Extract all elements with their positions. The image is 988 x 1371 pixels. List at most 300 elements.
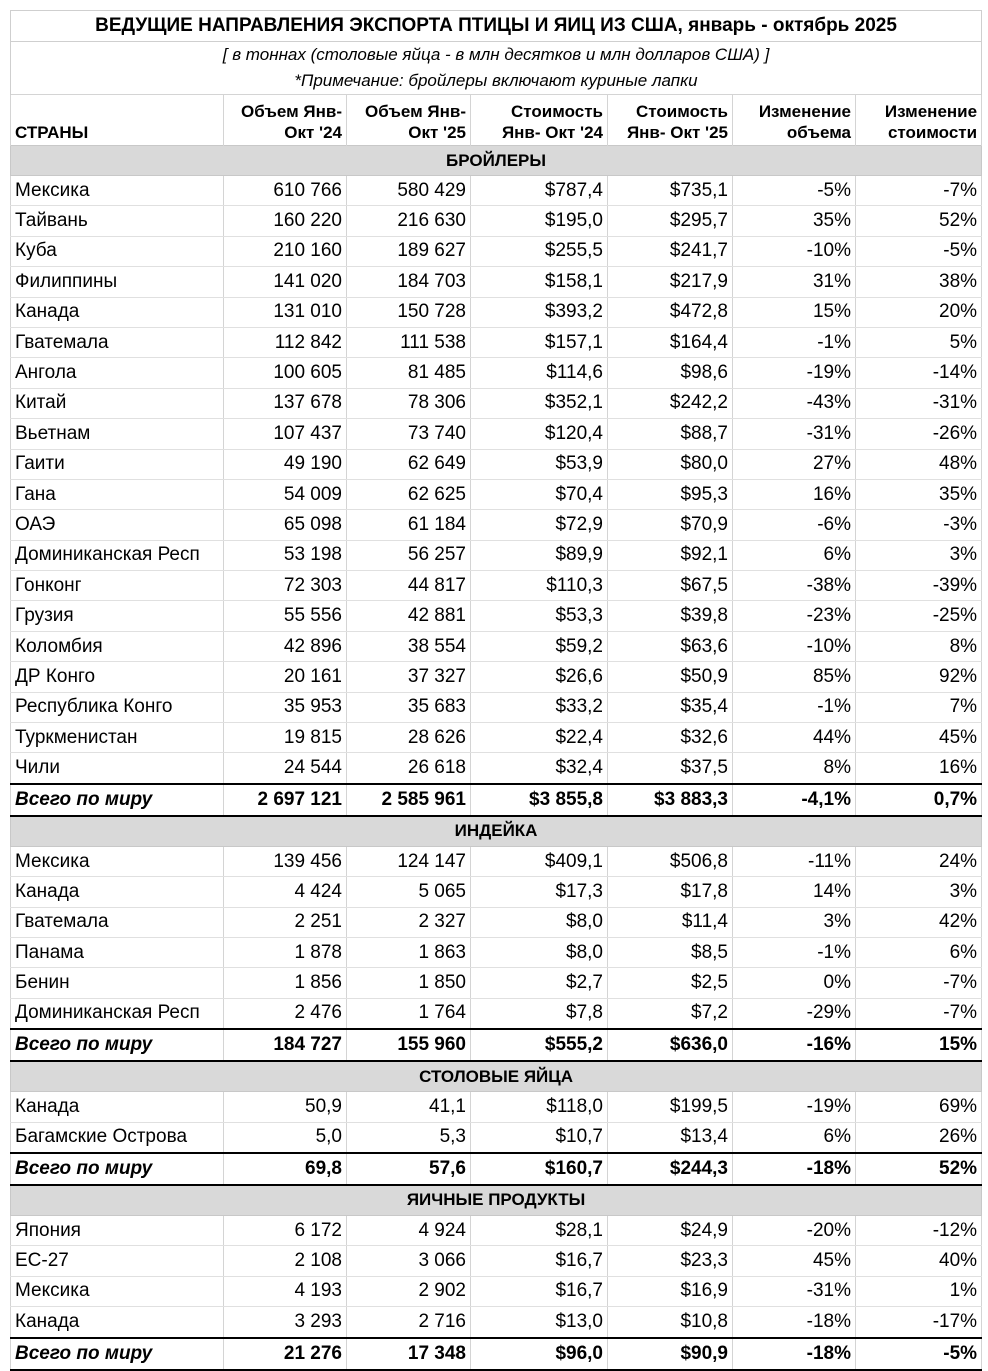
cell-volume-24: 4 193 — [224, 1276, 347, 1306]
cell-value-25: $13,4 — [608, 1122, 733, 1153]
cell-value-change: 8% — [856, 631, 982, 661]
total-volume-change: -18% — [733, 1153, 856, 1185]
export-table-container — [10, 10, 981, 1371]
cell-volume-24: 42 896 — [224, 631, 347, 661]
cell-volume-24: 210 160 — [224, 236, 347, 266]
table-row — [11, 1276, 982, 1306]
cell-volume-25: 81 485 — [347, 358, 471, 388]
cell-volume-24: 610 766 — [224, 176, 347, 206]
note-row — [11, 68, 982, 95]
cell-country: Гватемала — [11, 327, 224, 357]
cell-value-change: -26% — [856, 419, 982, 449]
total-volume-24: 21 276 — [224, 1338, 347, 1370]
cell-volume-25: 4 924 — [347, 1215, 471, 1245]
cell-value-change: -7% — [856, 998, 982, 1029]
table-row — [11, 388, 982, 418]
cell-value-24: $89,9 — [471, 540, 608, 570]
cell-value-25: $37,5 — [608, 753, 733, 784]
header-value-change: Изменение стоимости — [856, 95, 982, 146]
total-row — [11, 784, 982, 816]
cell-value-change: -39% — [856, 571, 982, 601]
cell-volume-25: 1 764 — [347, 998, 471, 1029]
cell-volume-25: 35 683 — [347, 692, 471, 722]
cell-country: Панама — [11, 937, 224, 967]
header-volume-25: Объем Янв-Окт '25 — [347, 95, 471, 146]
table-row — [11, 723, 982, 753]
cell-value-25: $2,5 — [608, 968, 733, 998]
cell-volume-24: 4 424 — [224, 877, 347, 907]
cell-value-25: $735,1 — [608, 176, 733, 206]
cell-value-25: $7,2 — [608, 998, 733, 1029]
table-row — [11, 692, 982, 722]
cell-value-24: $114,6 — [471, 358, 608, 388]
table-row — [11, 571, 982, 601]
cell-volume-24: 3 293 — [224, 1307, 347, 1338]
cell-value-24: $16,7 — [471, 1246, 608, 1276]
cell-country: Филиппины — [11, 267, 224, 297]
cell-volume-change: 14% — [733, 877, 856, 907]
cell-volume-24: 1 878 — [224, 937, 347, 967]
cell-country: ДР Конго — [11, 662, 224, 692]
table-row — [11, 449, 982, 479]
cell-value-25: $295,7 — [608, 206, 733, 236]
cell-country: Мексика — [11, 1276, 224, 1306]
total-value-change: -5% — [856, 1338, 982, 1370]
cell-value-25: $32,6 — [608, 723, 733, 753]
cell-country: Республика Конго — [11, 692, 224, 722]
cell-country: Куба — [11, 236, 224, 266]
cell-country: Доминиканская Респ — [11, 540, 224, 570]
table-note: *Примечание: бройлеры включают куриные лапки — [11, 68, 982, 95]
cell-value-change: 35% — [856, 479, 982, 509]
cell-volume-24: 2 251 — [224, 907, 347, 937]
cell-value-25: $10,8 — [608, 1307, 733, 1338]
cell-volume-change: -1% — [733, 327, 856, 357]
total-volume-25: 17 348 — [347, 1338, 471, 1370]
cell-country: Гаити — [11, 449, 224, 479]
cell-country: Гонконг — [11, 571, 224, 601]
cell-value-25: $50,9 — [608, 662, 733, 692]
table-row — [11, 662, 982, 692]
cell-volume-25: 111 538 — [347, 327, 471, 357]
cell-volume-change: -19% — [733, 358, 856, 388]
cell-volume-change: 8% — [733, 753, 856, 784]
total-volume-24: 69,8 — [224, 1153, 347, 1185]
total-country: Всего по миру — [11, 1029, 224, 1061]
cell-country: Коломбия — [11, 631, 224, 661]
cell-value-25: $35,4 — [608, 692, 733, 722]
cell-country: Канада — [11, 1307, 224, 1338]
cell-value-change: 5% — [856, 327, 982, 357]
table-row — [11, 907, 982, 937]
total-volume-25: 155 960 — [347, 1029, 471, 1061]
total-row — [11, 1029, 982, 1061]
cell-value-24: $352,1 — [471, 388, 608, 418]
cell-country: Гана — [11, 479, 224, 509]
cell-volume-24: 2 108 — [224, 1246, 347, 1276]
cell-value-25: $70,9 — [608, 510, 733, 540]
cell-country: ОАЭ — [11, 510, 224, 540]
cell-country: Туркменистан — [11, 723, 224, 753]
total-country: Всего по миру — [11, 1153, 224, 1185]
cell-volume-24: 35 953 — [224, 692, 347, 722]
cell-volume-24: 1 856 — [224, 968, 347, 998]
total-value-change: 52% — [856, 1153, 982, 1185]
cell-country: Гватемала — [11, 907, 224, 937]
cell-volume-change: 0% — [733, 968, 856, 998]
table-row — [11, 206, 982, 236]
cell-value-25: $217,9 — [608, 267, 733, 297]
cell-value-25: $23,3 — [608, 1246, 733, 1276]
cell-value-25: $88,7 — [608, 419, 733, 449]
cell-volume-25: 37 327 — [347, 662, 471, 692]
section-title: ИНДЕЙКА — [11, 816, 982, 847]
table-title: ВЕДУЩИЕ НАПРАВЛЕНИЯ ЭКСПОРТА ПТИЦЫ И ЯИЦ ИЗ США, январь - октябрь 2025 — [11, 11, 982, 42]
cell-value-25: $506,8 — [608, 846, 733, 876]
cell-value-change: 20% — [856, 297, 982, 327]
cell-volume-25: 26 618 — [347, 753, 471, 784]
table-row — [11, 968, 982, 998]
total-value-24: $3 855,8 — [471, 784, 608, 816]
cell-value-25: $98,6 — [608, 358, 733, 388]
cell-value-24: $787,4 — [471, 176, 608, 206]
cell-value-24: $157,1 — [471, 327, 608, 357]
cell-value-24: $33,2 — [471, 692, 608, 722]
cell-volume-change: -38% — [733, 571, 856, 601]
cell-volume-24: 131 010 — [224, 297, 347, 327]
cell-volume-25: 41,1 — [347, 1092, 471, 1122]
cell-volume-change: -6% — [733, 510, 856, 540]
table-row — [11, 601, 982, 631]
total-value-24: $96,0 — [471, 1338, 608, 1370]
table-row — [11, 540, 982, 570]
cell-volume-24: 5,0 — [224, 1122, 347, 1153]
cell-volume-25: 189 627 — [347, 236, 471, 266]
cell-volume-change: -18% — [733, 1307, 856, 1338]
cell-country: ЕС-27 — [11, 1246, 224, 1276]
cell-volume-25: 73 740 — [347, 419, 471, 449]
cell-volume-24: 19 815 — [224, 723, 347, 753]
cell-value-change: -7% — [856, 176, 982, 206]
cell-volume-25: 78 306 — [347, 388, 471, 418]
cell-value-change: 1% — [856, 1276, 982, 1306]
cell-value-change: 52% — [856, 206, 982, 236]
cell-volume-change: -10% — [733, 631, 856, 661]
header-countries: СТРАНЫ — [11, 95, 224, 146]
cell-volume-25: 44 817 — [347, 571, 471, 601]
section-title: БРОЙЛЕРЫ — [11, 146, 982, 176]
total-value-25: $90,9 — [608, 1338, 733, 1370]
cell-volume-change: -31% — [733, 419, 856, 449]
cell-volume-24: 50,9 — [224, 1092, 347, 1122]
cell-value-24: $195,0 — [471, 206, 608, 236]
cell-value-25: $67,5 — [608, 571, 733, 601]
total-value-25: $3 883,3 — [608, 784, 733, 816]
cell-country: Тайвань — [11, 206, 224, 236]
cell-volume-24: 49 190 — [224, 449, 347, 479]
cell-volume-25: 184 703 — [347, 267, 471, 297]
cell-value-25: $11,4 — [608, 907, 733, 937]
cell-value-25: $80,0 — [608, 449, 733, 479]
cell-value-24: $22,4 — [471, 723, 608, 753]
cell-volume-25: 2 327 — [347, 907, 471, 937]
cell-value-25: $164,4 — [608, 327, 733, 357]
cell-volume-24: 137 678 — [224, 388, 347, 418]
cell-value-25: $17,8 — [608, 877, 733, 907]
cell-volume-change: 27% — [733, 449, 856, 479]
table-row — [11, 753, 982, 784]
cell-value-change: -12% — [856, 1215, 982, 1245]
cell-value-change: 3% — [856, 877, 982, 907]
cell-volume-24: 53 198 — [224, 540, 347, 570]
cell-volume-change: 44% — [733, 723, 856, 753]
cell-volume-change: -1% — [733, 937, 856, 967]
cell-value-24: $59,2 — [471, 631, 608, 661]
cell-volume-25: 3 066 — [347, 1246, 471, 1276]
cell-value-24: $72,9 — [471, 510, 608, 540]
table-row — [11, 419, 982, 449]
table-row — [11, 297, 982, 327]
cell-value-24: $28,1 — [471, 1215, 608, 1245]
cell-volume-24: 2 476 — [224, 998, 347, 1029]
table-row — [11, 1246, 982, 1276]
cell-value-24: $409,1 — [471, 846, 608, 876]
cell-volume-change: -19% — [733, 1092, 856, 1122]
cell-value-25: $199,5 — [608, 1092, 733, 1122]
cell-value-25: $472,8 — [608, 297, 733, 327]
cell-volume-change: -20% — [733, 1215, 856, 1245]
subtitle-row — [11, 42, 982, 69]
cell-value-24: $70,4 — [471, 479, 608, 509]
cell-value-24: $158,1 — [471, 267, 608, 297]
cell-country: Грузия — [11, 601, 224, 631]
cell-volume-25: 62 625 — [347, 479, 471, 509]
cell-value-24: $8,0 — [471, 907, 608, 937]
table-row — [11, 877, 982, 907]
total-volume-change: -18% — [733, 1338, 856, 1370]
cell-country: Бенин — [11, 968, 224, 998]
cell-value-24: $53,3 — [471, 601, 608, 631]
table-row — [11, 479, 982, 509]
table-row — [11, 937, 982, 967]
cell-volume-change: 6% — [733, 1122, 856, 1153]
cell-value-25: $241,7 — [608, 236, 733, 266]
header-value-25: Стоимость Янв- Окт '25 — [608, 95, 733, 146]
cell-volume-change: -23% — [733, 601, 856, 631]
cell-volume-24: 160 220 — [224, 206, 347, 236]
total-row — [11, 1153, 982, 1185]
total-value-change: 0,7% — [856, 784, 982, 816]
cell-value-change: 16% — [856, 753, 982, 784]
cell-value-24: $16,7 — [471, 1276, 608, 1306]
section-header-row — [11, 1061, 982, 1092]
cell-volume-25: 5,3 — [347, 1122, 471, 1153]
total-volume-24: 2 697 121 — [224, 784, 347, 816]
total-value-change: 15% — [856, 1029, 982, 1061]
cell-value-24: $17,3 — [471, 877, 608, 907]
cell-country: Вьетнам — [11, 419, 224, 449]
cell-value-24: $120,4 — [471, 419, 608, 449]
cell-volume-25: 28 626 — [347, 723, 471, 753]
cell-volume-24: 24 544 — [224, 753, 347, 784]
total-value-25: $636,0 — [608, 1029, 733, 1061]
cell-value-change: 40% — [856, 1246, 982, 1276]
total-country: Всего по миру — [11, 784, 224, 816]
cell-value-change: -7% — [856, 968, 982, 998]
cell-volume-25: 1 863 — [347, 937, 471, 967]
cell-volume-change: -43% — [733, 388, 856, 418]
cell-country: Мексика — [11, 846, 224, 876]
cell-value-change: -14% — [856, 358, 982, 388]
cell-volume-25: 2 902 — [347, 1276, 471, 1306]
total-value-25: $244,3 — [608, 1153, 733, 1185]
header-volume-change: Изменение объема — [733, 95, 856, 146]
total-country: Всего по миру — [11, 1338, 224, 1370]
cell-volume-25: 56 257 — [347, 540, 471, 570]
cell-value-25: $92,1 — [608, 540, 733, 570]
cell-volume-25: 124 147 — [347, 846, 471, 876]
cell-volume-25: 38 554 — [347, 631, 471, 661]
cell-volume-change: -29% — [733, 998, 856, 1029]
total-volume-25: 57,6 — [347, 1153, 471, 1185]
total-volume-24: 184 727 — [224, 1029, 347, 1061]
cell-value-change: 6% — [856, 937, 982, 967]
header-value-24: Стоимость Янв- Окт '24 — [471, 95, 608, 146]
table-row — [11, 327, 982, 357]
cell-value-24: $53,9 — [471, 449, 608, 479]
cell-value-change: -25% — [856, 601, 982, 631]
cell-country: Мексика — [11, 176, 224, 206]
cell-volume-24: 20 161 — [224, 662, 347, 692]
cell-volume-change: -31% — [733, 1276, 856, 1306]
cell-country: Япония — [11, 1215, 224, 1245]
cell-volume-25: 150 728 — [347, 297, 471, 327]
cell-value-change: -17% — [856, 1307, 982, 1338]
cell-volume-change: 3% — [733, 907, 856, 937]
cell-volume-24: 139 456 — [224, 846, 347, 876]
table-row — [11, 358, 982, 388]
cell-value-change: 92% — [856, 662, 982, 692]
cell-country: Канада — [11, 877, 224, 907]
cell-country: Чили — [11, 753, 224, 784]
cell-country: Багамские Острова — [11, 1122, 224, 1153]
section-header-row — [11, 816, 982, 847]
cell-volume-25: 216 630 — [347, 206, 471, 236]
cell-volume-24: 72 303 — [224, 571, 347, 601]
cell-value-24: $8,0 — [471, 937, 608, 967]
cell-volume-change: 15% — [733, 297, 856, 327]
cell-value-change: 7% — [856, 692, 982, 722]
cell-volume-25: 42 881 — [347, 601, 471, 631]
cell-value-change: -3% — [856, 510, 982, 540]
table-row — [11, 1307, 982, 1338]
table-subtitle: [ в тоннах (столовые яйца - в млн десятков и млн долларов США) ] — [11, 42, 982, 69]
cell-volume-change: -1% — [733, 692, 856, 722]
section-header-row — [11, 146, 982, 176]
export-table — [10, 10, 982, 1371]
cell-volume-24: 112 842 — [224, 327, 347, 357]
header-row — [11, 95, 982, 146]
cell-volume-25: 61 184 — [347, 510, 471, 540]
table-row — [11, 1215, 982, 1245]
cell-value-25: $242,2 — [608, 388, 733, 418]
table-row — [11, 998, 982, 1029]
cell-value-24: $26,6 — [471, 662, 608, 692]
cell-volume-change: 6% — [733, 540, 856, 570]
cell-value-change: -31% — [856, 388, 982, 418]
cell-country: Китай — [11, 388, 224, 418]
cell-country: Доминиканская Респ — [11, 998, 224, 1029]
cell-value-24: $2,7 — [471, 968, 608, 998]
cell-value-change: 42% — [856, 907, 982, 937]
cell-value-24: $110,3 — [471, 571, 608, 601]
cell-volume-25: 580 429 — [347, 176, 471, 206]
cell-volume-25: 62 649 — [347, 449, 471, 479]
table-row — [11, 846, 982, 876]
section-title: СТОЛОВЫЕ ЯЙЦА — [11, 1061, 982, 1092]
cell-volume-25: 5 065 — [347, 877, 471, 907]
cell-volume-change: -5% — [733, 176, 856, 206]
cell-country: Ангола — [11, 358, 224, 388]
cell-volume-25: 1 850 — [347, 968, 471, 998]
cell-volume-change: -11% — [733, 846, 856, 876]
total-value-24: $555,2 — [471, 1029, 608, 1061]
total-volume-change: -16% — [733, 1029, 856, 1061]
cell-volume-change: 16% — [733, 479, 856, 509]
cell-value-24: $10,7 — [471, 1122, 608, 1153]
cell-value-25: $63,6 — [608, 631, 733, 661]
cell-value-24: $393,2 — [471, 297, 608, 327]
cell-volume-24: 55 556 — [224, 601, 347, 631]
cell-value-25: $39,8 — [608, 601, 733, 631]
cell-volume-change: 35% — [733, 206, 856, 236]
cell-value-25: $24,9 — [608, 1215, 733, 1245]
cell-value-25: $16,9 — [608, 1276, 733, 1306]
table-row — [11, 236, 982, 266]
table-row — [11, 1092, 982, 1122]
cell-volume-24: 65 098 — [224, 510, 347, 540]
cell-value-change: -5% — [856, 236, 982, 266]
title-row — [11, 11, 982, 42]
cell-volume-24: 141 020 — [224, 267, 347, 297]
header-volume-24: Объем Янв-Окт '24 — [224, 95, 347, 146]
total-value-24: $160,7 — [471, 1153, 608, 1185]
cell-volume-24: 100 605 — [224, 358, 347, 388]
table-row — [11, 510, 982, 540]
section-header-row — [11, 1185, 982, 1216]
table-row — [11, 631, 982, 661]
cell-volume-25: 2 716 — [347, 1307, 471, 1338]
cell-country: Канада — [11, 297, 224, 327]
cell-volume-change: 45% — [733, 1246, 856, 1276]
cell-value-24: $255,5 — [471, 236, 608, 266]
total-volume-25: 2 585 961 — [347, 784, 471, 816]
cell-value-24: $7,8 — [471, 998, 608, 1029]
cell-volume-24: 54 009 — [224, 479, 347, 509]
cell-value-25: $8,5 — [608, 937, 733, 967]
cell-volume-24: 6 172 — [224, 1215, 347, 1245]
cell-value-24: $32,4 — [471, 753, 608, 784]
table-row — [11, 267, 982, 297]
total-volume-change: -4,1% — [733, 784, 856, 816]
cell-volume-change: 85% — [733, 662, 856, 692]
cell-volume-24: 107 437 — [224, 419, 347, 449]
section-title: ЯИЧНЫЕ ПРОДУКТЫ — [11, 1185, 982, 1216]
cell-value-change: 24% — [856, 846, 982, 876]
cell-value-change: 69% — [856, 1092, 982, 1122]
cell-value-24: $118,0 — [471, 1092, 608, 1122]
cell-value-change: 3% — [856, 540, 982, 570]
